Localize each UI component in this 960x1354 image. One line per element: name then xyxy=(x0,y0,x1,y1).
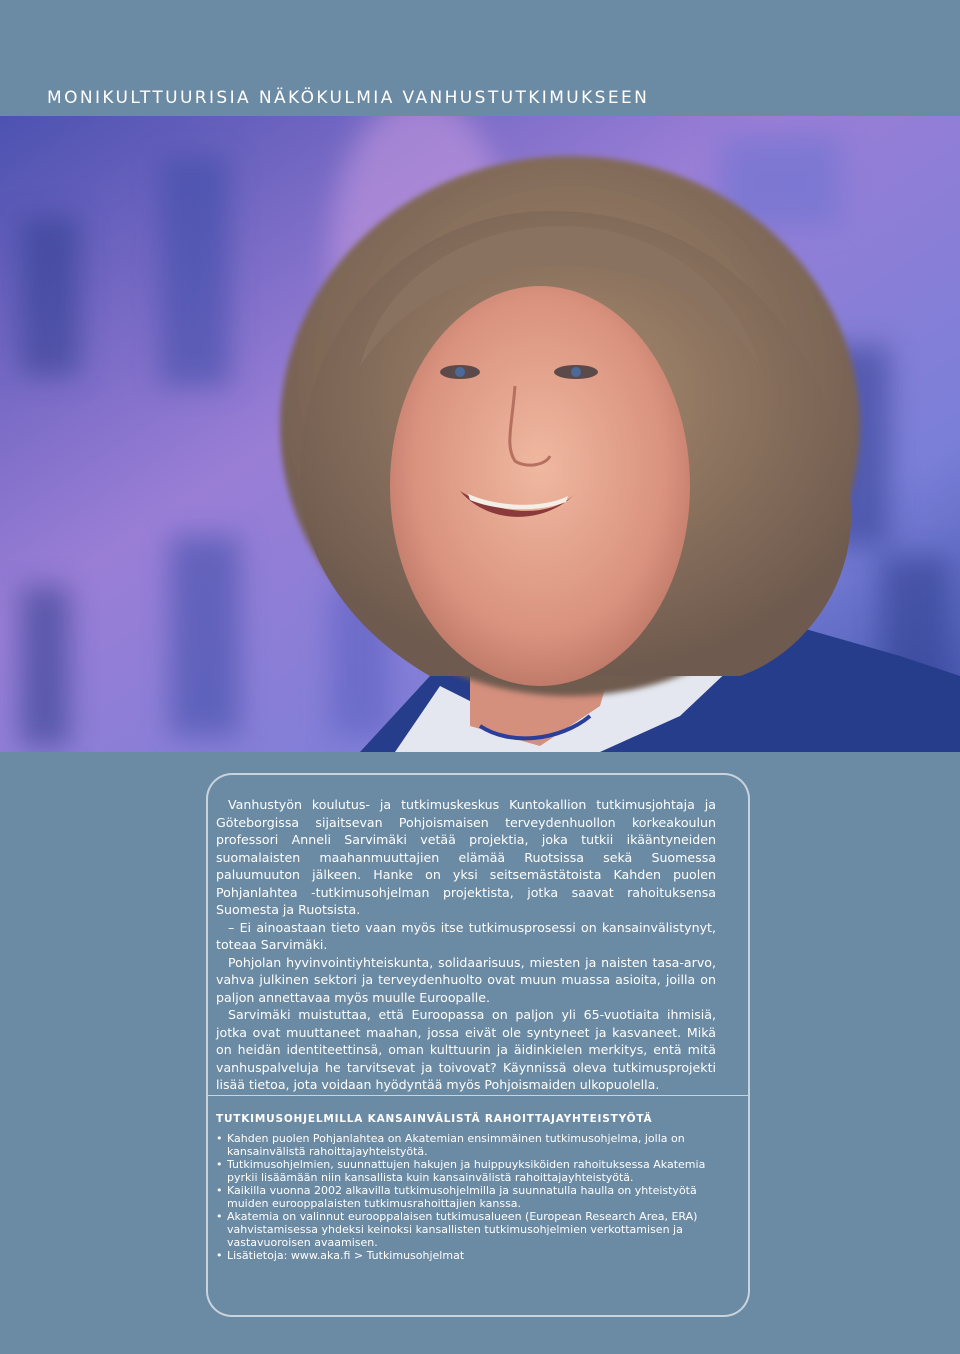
article-body xyxy=(216,796,716,1094)
info-list-item: • Lisätietoja: www.aka.fi > Tutkimusohjelmat xyxy=(216,1249,716,1262)
info-list-item: • Kahden puolen Pohjanlahtea on Akatemian ensimmäinen tutkimusohjelma, jolla on kansainvälistä rahoittajayhteistyötä. xyxy=(216,1132,716,1158)
page-title: MONIKULTTUURISIA NÄKÖKULMIA VANHUSTUTKIMUKSEEN xyxy=(47,88,650,108)
info-list xyxy=(216,1132,716,1262)
info-heading: TUTKIMUSOHJELMILLA KANSAINVÄLISTÄ RAHOITTAJAYHTEISTYÖTÄ xyxy=(216,1113,653,1125)
article-paragraph: Sarvimäki muistuttaa, että Euroopassa on paljon yli 65-vuotiaita ihmisiä, jotka ovat muuttaneet maahan, jossa eivät ole syntyneet ja kasvaneet. Mikä on heidän identiteettinsä, oman kulttuurin ja äidinkielen merkitys, entä mitä vanhuspalveluja he tarvitsevat ja toivovat? Käynnissä oleva tutkimusprojekti lisää tietoa, jota voidaan hyödyntää myös Pohjoismaiden ulkopuolella. xyxy=(216,1007,716,1092)
article-paragraph: Pohjolan hyvinvointiyhteiskunta, solidaarisuus, miesten ja naisten tasa-arvo, vahva julkinen sektori ja terveydenhuolto ovat muun muassa asioita, joilla on paljon annettavaa myös muulle Euroopalle. xyxy=(216,954,716,1005)
portrait-photo xyxy=(0,116,960,752)
article-paragraph: – Ei ainoastaan tieto vaan myös itse tutkimusprosessi on kansainvälistynyt, toteaa Sarvimäki. xyxy=(216,919,716,952)
info-list-item: • Kaikilla vuonna 2002 alkavilla tutkimusohjelmilla ja suunnatulla haulla on yhteistyötä muiden eurooppalaisten tutkimusrahoittajien kanssa. xyxy=(216,1184,716,1210)
article-paragraph: Vanhustyön koulutus- ja tutkimuskeskus Kuntokallion tutkimusjohtaja ja Göteborgissa sijaitsevan Pohjoismaisen terveydenhuollon korkeakoulun professori Anneli Sarvimäki vetää projektia, joka tutkii ikääntyneiden suomalaisten maahanmuuttajien elämää Ruotsissa sekä Suomessa paluumuuton jälkeen. Hanke on yksi seitsemästätoista Kahden puolen Pohjanlahtea -tutkimusohjelman projektista, jotka saavat rahoituksensa Suomesta ja Ruotsista. xyxy=(216,797,716,917)
info-list-item: • Tutkimusohjelmien, suunnattujen hakujen ja huippuyksiköiden rahoituksessa Akatemia pyrkii lisäämään niin kansallista kuin kansainvälistä rahoittajayhteistyötä. xyxy=(216,1158,716,1184)
info-list-item: • Akatemia on valinnut eurooppalaisen tutkimusalueen (European Research Area, ERA) vahvistamisessa yhdeksi keinoksi kansallisten tutkimusohjelmien verkottamisen ja vastavuoroisen avaamisen. xyxy=(216,1210,716,1249)
portrait-image xyxy=(0,116,960,752)
info-box xyxy=(216,1113,716,1262)
